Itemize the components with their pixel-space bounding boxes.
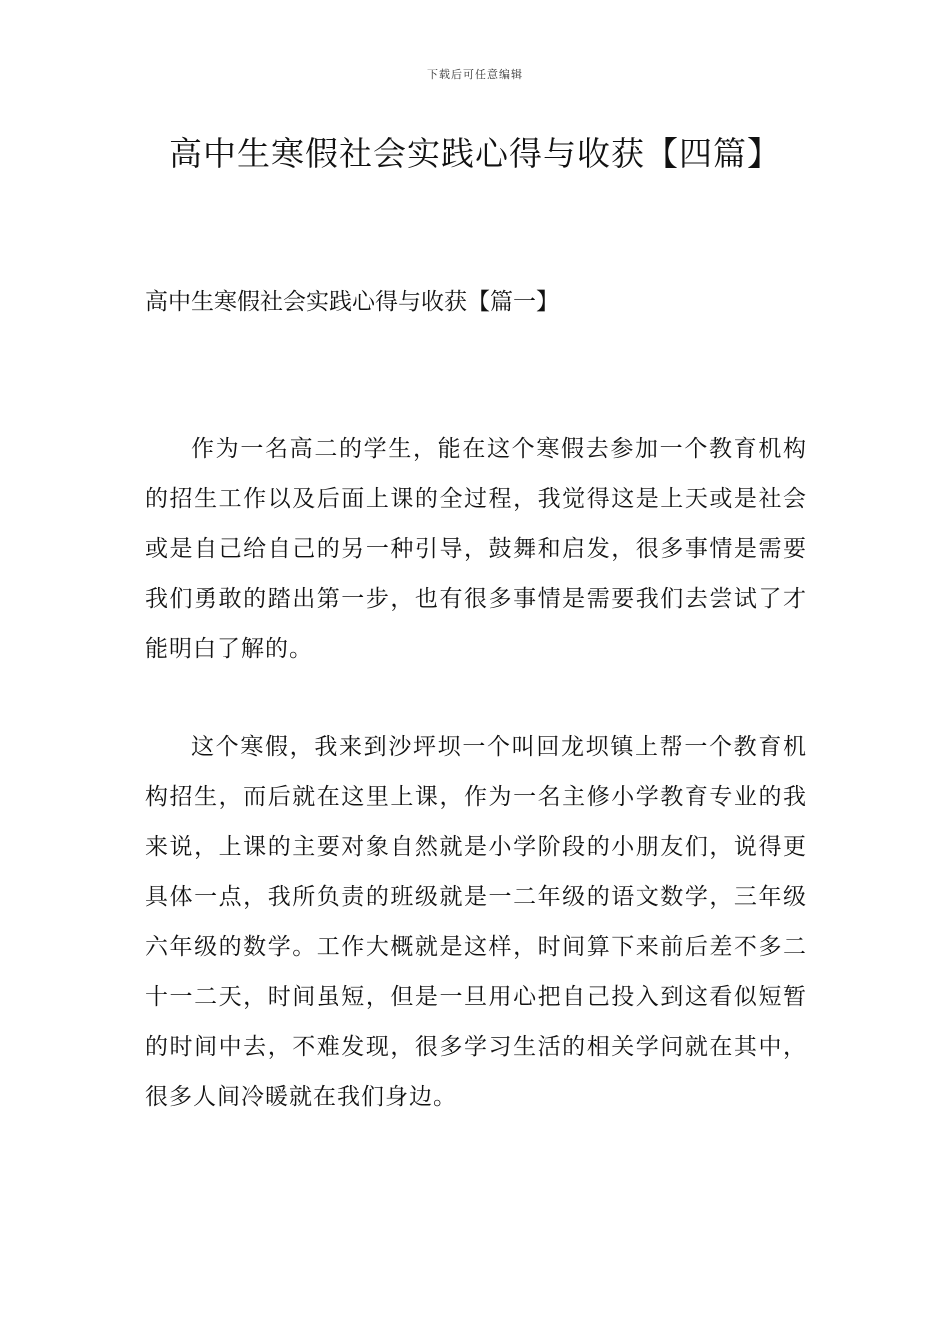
section-title: 高中生寒假社会实践心得与收获【篇一】 (145, 289, 559, 315)
paragraph-1: 作为一名高二的学生，能在这个寒假去参加一个教育机构的招生工作以及后面上课的全过程，我觉得这是上天或是社会或是自己给自己的另一种引导，鼓舞和启发，很多事情是需要我们勇敢的踏出第一步，也有很多事情是需要我们去尝试了才能明白了解的。 (145, 436, 807, 662)
paragraph-2: 这个寒假，我来到沙坪坝一个叫回龙坝镇上帮一个教育机构招生，而后就在这里上课，作为一名主修小学教育专业的我来说，上课的主要对象自然就是小学阶段的小朋友们，说得更具体一点，我所负责的班级就是一二年级的语文数学，三年级六年级的数学。工作大概就是这样，时间算下来前后差不多二十一二天，时间虽短，但是一旦用心把自己投入到这看似短暂的时间中去，不难发现，很多学习生活的相关学问就在其中，很多人间冷暖就在我们身边。 (145, 734, 807, 1110)
document-title: 高中生寒假社会实践心得与收获【四篇】 (169, 134, 781, 173)
header-note: 下载后可任意编辑 (427, 68, 523, 81)
